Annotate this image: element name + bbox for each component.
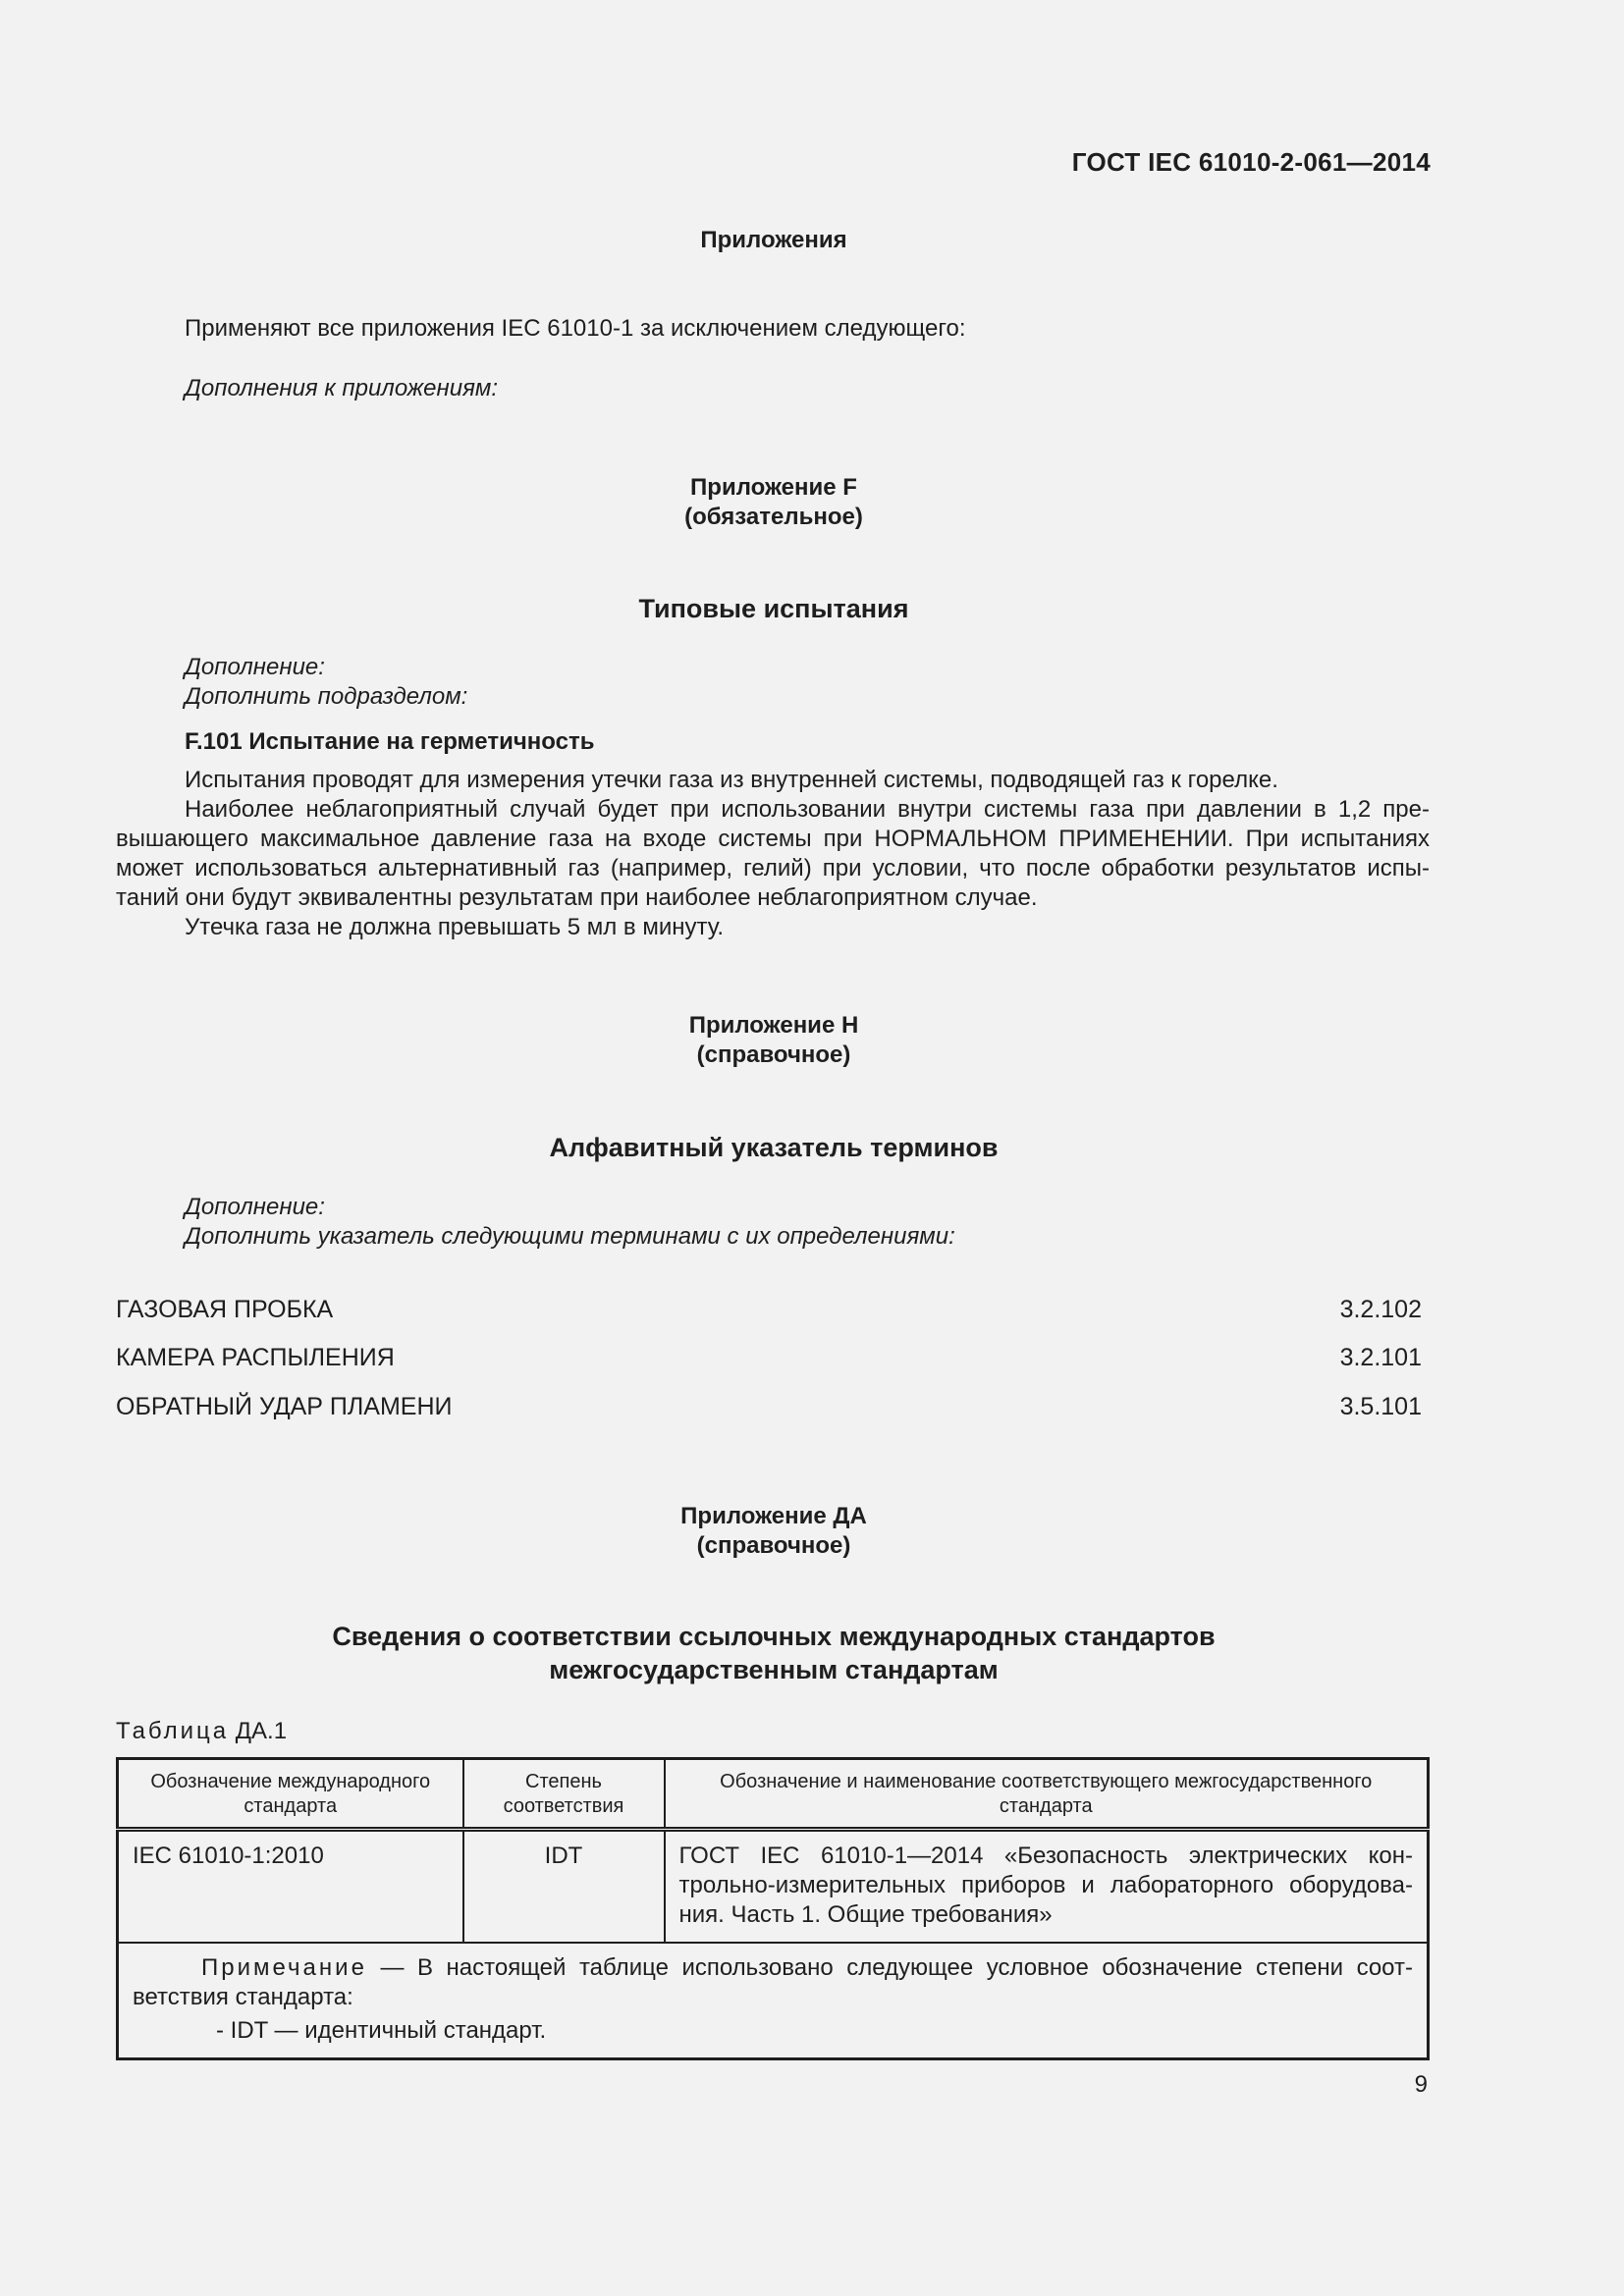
table-header-row	[118, 1759, 1429, 1830]
table-note-cell	[118, 1943, 1429, 2059]
appendices-additions: Дополнения к приложениям:	[185, 375, 499, 401]
appendix-f-title: Приложение F	[690, 474, 857, 501]
table-caption	[116, 1717, 287, 1746]
table-row	[118, 1830, 1429, 1944]
appendices-intro: Применяют все приложения IEC 61010-1 за исключением следующего:	[185, 315, 966, 342]
note-label: Примечание	[201, 1954, 367, 1981]
paragraph-2: Наиболее неблагоприятный случай будет при использовании внутри системы газа при давлении в 1,2 пре- вышающего максимальное давление газа на входе системы при НОРМАЛЬНОМ ПРИМЕНЕНИИ. При испытаниях может использоваться альтернативный газ (например, гелий) при условии, что после обработки результатов испы- таний они будут эквивалентны результатам при наиболее неблагоприятном случае.	[116, 796, 1430, 911]
intl-standard-cell: IEC 61010-1:2010	[118, 1830, 463, 1944]
appendix-da-heading-line2: межгосударственным стандартам	[549, 1655, 999, 1684]
table-caption-number: ДА.1	[235, 1718, 288, 1744]
paragraph-1: Испытания проводят для измерения утечки газа из внутренней системы, подводящей газ к горелке.	[185, 767, 1278, 793]
appendix-h-status: (справочное)	[696, 1041, 851, 1068]
appendix-h-heading: Алфавитный указатель терминов	[549, 1133, 999, 1162]
term-ref: 3.2.101	[1339, 1344, 1422, 1371]
note-text: — В настоящей таблице использовано следующее условное обозначение степени соот- ветствия стандарта:	[133, 1954, 1413, 2010]
table-note	[133, 1953, 1413, 2012]
term-row	[116, 1344, 1422, 1372]
column-header: Степень соответствия	[463, 1759, 665, 1830]
appendix-f-addition: Дополнение:	[185, 654, 325, 680]
appendix-h-title: Приложение H	[688, 1012, 859, 1039]
appendix-h-instruction: Дополнить указатель следующими терминами с их определениями:	[185, 1223, 955, 1250]
appendix-da-title: Приложение ДА	[680, 1503, 867, 1529]
appendix-f-status: (обязательное)	[684, 504, 863, 530]
column-header: Обозначение и наименование соответствующего межгосударственного стандарта	[665, 1759, 1429, 1830]
appendix-f-instruction: Дополнить подразделом:	[185, 683, 468, 710]
note-item: - IDT — идентичный стандарт.	[216, 2017, 547, 2044]
appendix-da-heading-line1: Сведения о соответствии ссылочных международных стандартов	[332, 1622, 1216, 1651]
column-header: Обозначение международного стандарта	[118, 1759, 463, 1830]
term-name: КАМЕРА РАСПЫЛЕНИЯ	[116, 1344, 395, 1371]
table-note-row	[118, 1943, 1429, 2059]
term-name: ГАЗОВАЯ ПРОБКА	[116, 1296, 334, 1323]
document-code: ГОСТ IEC 61010-2-061—2014	[1071, 147, 1431, 177]
table-caption-label: Таблица	[116, 1718, 230, 1744]
appendix-h-addition: Дополнение:	[185, 1194, 325, 1220]
subsection-title: F.101 Испытание на герметичность	[185, 728, 595, 755]
appendix-da-status: (справочное)	[696, 1532, 851, 1559]
term-ref: 3.5.101	[1339, 1393, 1422, 1420]
page-number: 9	[1414, 2071, 1428, 2098]
term-ref: 3.2.102	[1339, 1296, 1422, 1323]
national-standard-cell: ГОСТ IEC 61010-1—2014 «Безопасность электрических кон- трольно-измерительных приборов и лабораторного оборудова- ния. Часть 1. Общие требования»	[665, 1830, 1429, 1944]
term-name: ОБРАТНЫЙ УДАР ПЛАМЕНИ	[116, 1393, 453, 1420]
term-row	[116, 1296, 1422, 1324]
appendices-title: Приложения	[700, 227, 847, 253]
term-row	[116, 1393, 1422, 1421]
paragraph-3: Утечка газа не должна превышать 5 мл в минуту.	[185, 914, 725, 940]
appendix-f-heading: Типовые испытания	[638, 594, 909, 623]
standards-table	[116, 1757, 1430, 2060]
degree-cell: IDT	[463, 1830, 665, 1944]
